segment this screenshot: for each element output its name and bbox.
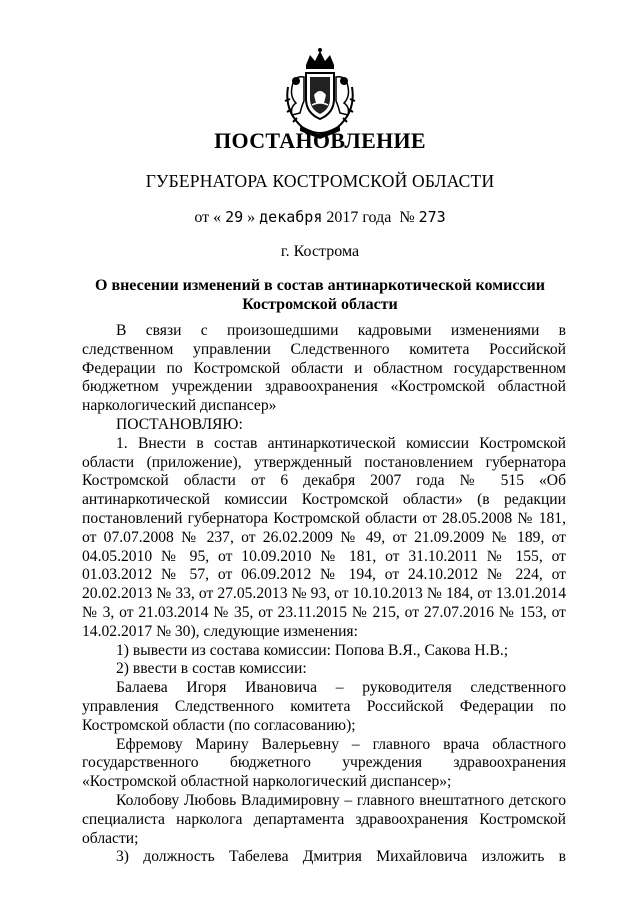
paragraph-member-efremova: Ефремову Марину Валерьевну – главного врача областного государственного бюджетного учреждения здравоохранения «Костромской областной наркологический диспансер»;	[82, 735, 566, 791]
document-city: г. Кострома	[280, 243, 360, 260]
paragraph-item-1: 1. Внести в состав антинаркотической комиссии Костромской области (приложение), утвержденный постановлением губернатора Костромской области от 6 декабря 2007 года № 515 «Об антинаркотической комиссии Костромской области» (в редакции постановлений губернатора Костромской области от 28.05.2008 № 181, от 07.07.2008 № 237, от 26.02.2009 № 49, от 21.09.2009 № 189, от 04.05.2010 № 95, от 10.09.2010 № 181, от 31.10.2011 № 155, от 01.03.2012 № 57, от 06.09.2012 № 194, от 24.10.2012 № 224, от 20.02.2013 № 33, от 27.05.2013 № 93, от 10.10.2013 № 184, от 13.01.2014 № 3, от 21.03.2014 № 35, от 23.11.2015 № 215, от 27.07.2016 № 153, от 14.02.2017 № 30), следующие изменения:	[82, 434, 566, 640]
coat-of-arms-icon	[276, 47, 364, 139]
date-mid: »	[247, 209, 256, 226]
paragraph-preamble: В связи с произошедшими кадровыми изменениями в следственном управлении Следственного комитета Российской Федерации по Костромской области и областном государственном бюджетном учреждении здравоохранения «Костромской областной наркологический диспансер»	[82, 322, 566, 415]
number-prefix: №	[399, 209, 415, 226]
paragraph-resolve: ПОСТАНОВЛЯЮ:	[116, 415, 243, 433]
paragraph-item-1-2: 2) ввести в состав комиссии:	[116, 660, 307, 678]
paragraph-member-balaev: Балаева Игоря Ивановича – руководителя следственного управления Следственного комитета Российской Федерации по Костромской области (по согласованию);	[82, 679, 566, 734]
document-title: ПОСТАНОВЛЕНИЕ	[214, 128, 426, 153]
date-day: 29	[225, 208, 244, 226]
document-heading	[60, 276, 580, 314]
document-body	[82, 322, 566, 867]
paragraph-item-1-3: 3) должность Табелева Дмитрия Михайловича изложить в	[116, 848, 566, 866]
date-year: 2017 года	[326, 209, 392, 226]
date-month: декабря	[259, 208, 323, 226]
heading-line-1: О внесении изменений в состав антинаркотической комиссии	[95, 277, 545, 294]
paragraph-item-1-1: 1) вывести из состава комиссии: Попова В.Я., Сакова Н.В.;	[116, 641, 509, 659]
document-date-line	[0, 208, 640, 227]
document-number: 273	[418, 208, 446, 226]
paragraph-member-kolobova: Колобову Любовь Владимировну – главного внештатного детского специалиста нарколога департамента здравоохранения Костромской области;	[82, 791, 566, 847]
document-issuer: ГУБЕРНАТОРА КОСТРОМСКОЙ ОБЛАСТИ	[145, 171, 495, 191]
date-prefix: от «	[194, 209, 222, 226]
heading-line-2: Костромской области	[242, 296, 398, 313]
